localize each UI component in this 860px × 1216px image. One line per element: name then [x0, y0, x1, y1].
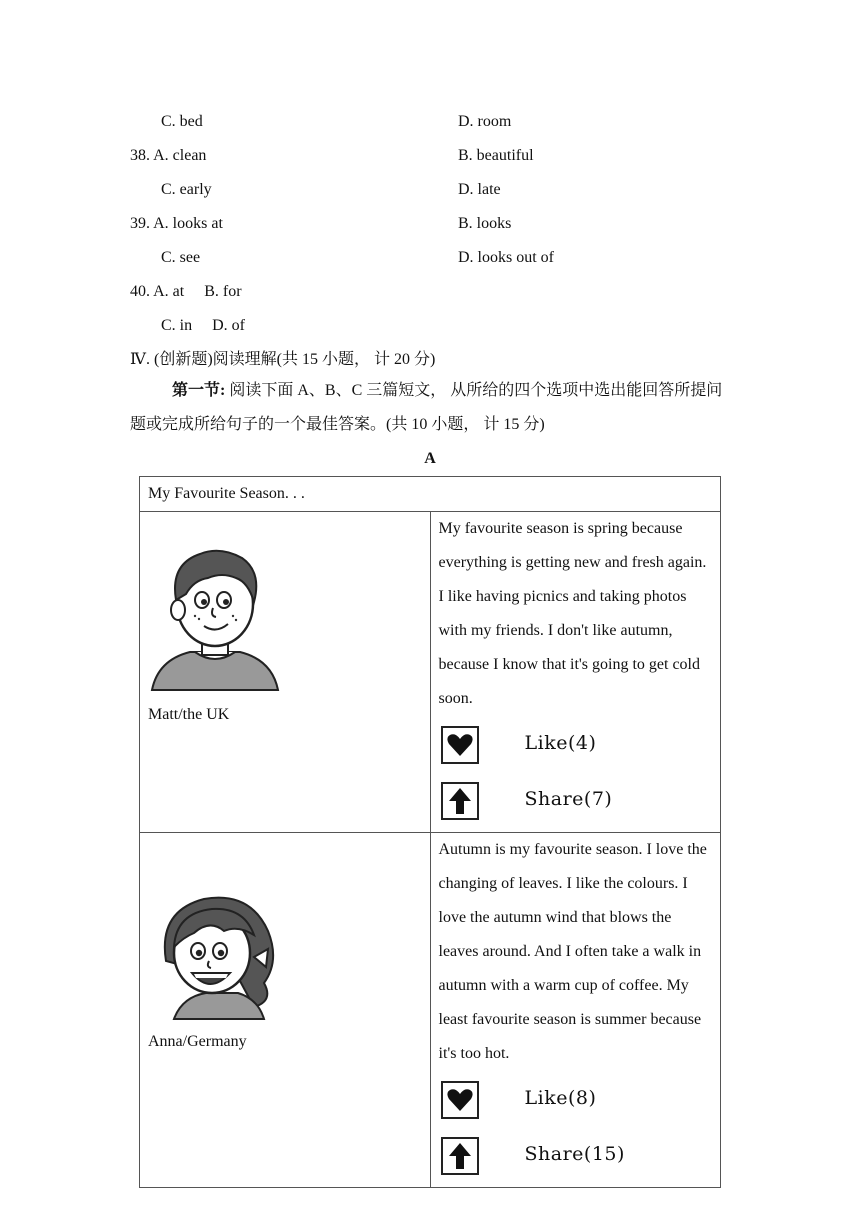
question-38-d: D. late — [458, 181, 501, 198]
boy-avatar-icon — [150, 542, 280, 692]
post-cell — [430, 512, 721, 833]
share-action[interactable] — [431, 1131, 721, 1187]
arrow-up-icon[interactable] — [441, 782, 479, 820]
arrow-up-icon[interactable] — [441, 1137, 479, 1175]
like-action[interactable] — [431, 720, 721, 776]
question-40-cd: C. in D. of — [161, 317, 245, 334]
passage-label: A — [424, 450, 436, 467]
author-name: Anna/Germany — [148, 1033, 247, 1050]
section-instruction — [130, 374, 730, 442]
question-39-a: 39. A. looks at — [130, 215, 223, 232]
post-cell — [430, 833, 721, 1188]
author-name: Matt/the UK — [148, 706, 230, 723]
table-title: My Favourite Season. . . — [140, 477, 721, 512]
heart-icon[interactable] — [441, 1081, 479, 1119]
question-38-b: B. beautiful — [458, 147, 534, 164]
share-count: Share(7) — [524, 788, 613, 810]
like-count: Like(4) — [524, 732, 597, 754]
question-40-ab: 40. A. at B. for — [130, 283, 242, 300]
reading-table — [139, 476, 721, 1188]
question-38-a: 38. A. clean — [130, 147, 207, 164]
girl-avatar-icon — [154, 891, 284, 1021]
avatar-cell — [140, 512, 431, 833]
question-39-b: B. looks — [458, 215, 512, 232]
instruction-text: 阅读下面 A、B、C 三篇短文， 从所给的四个选项中选出能回答所提问题或完成所给句子的一个最佳答案。(共 10 小题， 计 15 分) — [130, 382, 723, 433]
share-count: Share(15) — [524, 1143, 625, 1165]
heart-icon[interactable] — [441, 726, 479, 764]
like-count: Like(8) — [524, 1087, 597, 1109]
instruction-bold: 第一节: — [172, 382, 226, 399]
like-action[interactable] — [431, 1075, 721, 1131]
post-text: Autumn is my favourite season. I love the changing of leaves. I like the colours. I love the autumn wind that blows the leaves around. And I often take a walk in autumn with a warm cup of coffee. My least favourite season is summer because it's too hot. — [438, 841, 707, 1062]
table-row — [140, 833, 721, 1188]
post-text: My favourite season is spring because everything is getting new and fresh again. I like having picnics and taking photos with my friends. I don't like autumn, because I know that it's going to get cold soon. — [438, 520, 707, 707]
section-heading: Ⅳ. (创新题)阅读理解(共 15 小题， 计 20 分) — [130, 351, 436, 368]
share-action[interactable] — [431, 776, 721, 832]
option-line-c: C. bed — [161, 113, 203, 130]
question-39-d: D. looks out of — [458, 249, 554, 266]
avatar-cell — [140, 833, 431, 1188]
question-38-c: C. early — [161, 181, 212, 198]
question-39-c: C. see — [161, 249, 201, 266]
table-row — [140, 512, 721, 833]
option-line-d: D. room — [458, 113, 512, 130]
